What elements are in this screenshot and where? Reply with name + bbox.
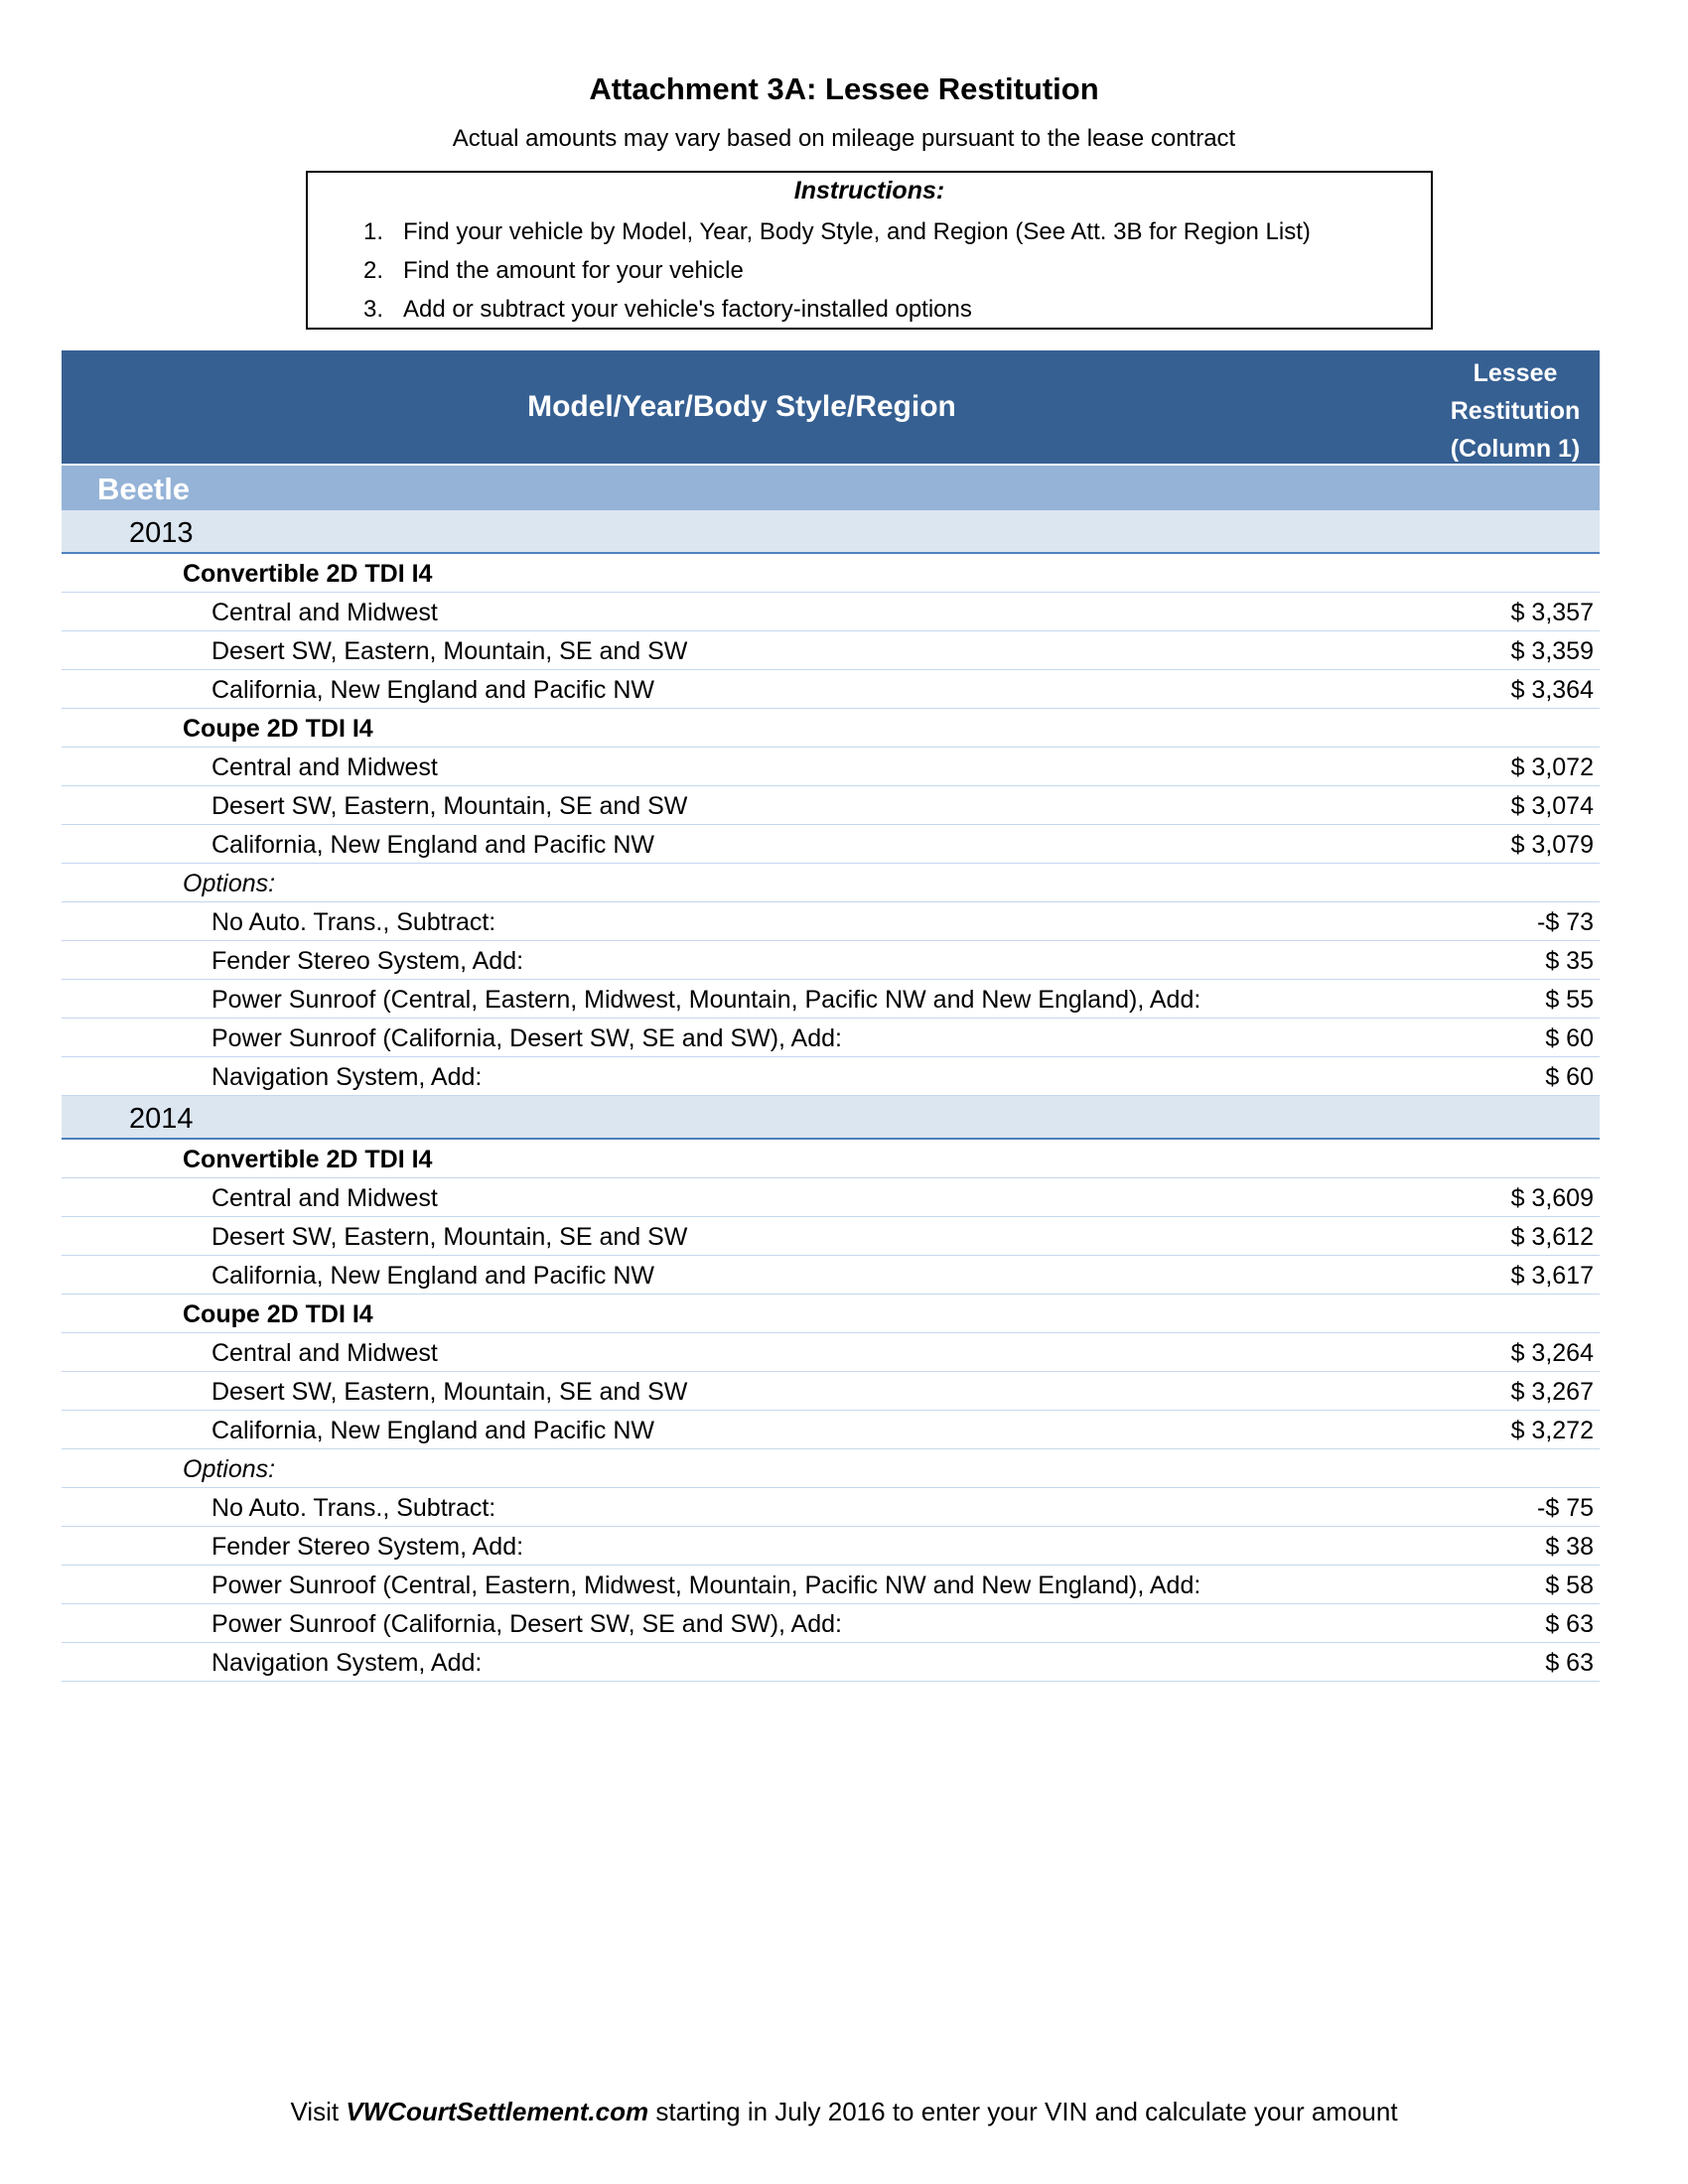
table-row bbox=[62, 748, 1600, 786]
header-lessee-restitution bbox=[1431, 354, 1600, 468]
row-amount: $ 3,617 bbox=[1510, 1262, 1594, 1290]
row-amount: $ 3,264 bbox=[1510, 1339, 1594, 1367]
year-row: 2013 bbox=[62, 510, 1600, 554]
row-amount: $ 3,609 bbox=[1510, 1184, 1594, 1212]
header-line: Restitution bbox=[1450, 397, 1581, 425]
instructions-list bbox=[363, 212, 1311, 329]
header-model-year: Model/Year/Body Style/Region bbox=[527, 390, 956, 423]
step-text: Add or subtract your vehicle's factory-installed options bbox=[403, 296, 972, 323]
row-label: No Auto. Trans., Subtract: bbox=[211, 908, 496, 936]
row-label: Desert SW, Eastern, Mountain, SE and SW bbox=[211, 1378, 688, 1406]
row-amount: $ 3,074 bbox=[1510, 792, 1594, 820]
row-label: Central and Midwest bbox=[211, 1184, 438, 1212]
row-label: Central and Midwest bbox=[211, 753, 438, 781]
instruction-step bbox=[363, 251, 1311, 290]
year-row: 2014 bbox=[62, 1096, 1600, 1140]
row-label: California, New England and Pacific NW bbox=[211, 1417, 655, 1444]
instructions-box bbox=[306, 171, 1433, 330]
table-row bbox=[62, 902, 1600, 941]
instructions-heading: Instructions: bbox=[793, 177, 945, 205]
row-label: Navigation System, Add: bbox=[211, 1063, 483, 1091]
table-row bbox=[62, 1256, 1600, 1295]
row-amount: $ 3,079 bbox=[1510, 831, 1594, 859]
row-amount: $ 3,612 bbox=[1510, 1223, 1594, 1251]
row-label: Desert SW, Eastern, Mountain, SE and SW bbox=[211, 1223, 688, 1251]
table-row bbox=[62, 1643, 1600, 1682]
model-row: Beetle bbox=[62, 466, 1600, 510]
settlement-link[interactable]: VWCourtSettlement.com bbox=[346, 2097, 649, 2126]
body-style-label: Convertible 2D TDI I4 bbox=[183, 1146, 433, 1173]
row-amount: -$ 75 bbox=[1537, 1494, 1594, 1522]
options-row bbox=[62, 864, 1600, 902]
table-row bbox=[62, 941, 1600, 980]
instruction-step bbox=[363, 290, 1311, 329]
row-amount: $ 58 bbox=[1545, 1571, 1594, 1599]
table-row bbox=[62, 786, 1600, 825]
row-label: Power Sunroof (Central, Eastern, Midwest, Mountain, Pacific NW and New England), Add: bbox=[211, 986, 1201, 1014]
row-amount: $ 63 bbox=[1545, 1649, 1594, 1677]
table-row bbox=[62, 1527, 1600, 1566]
table-row bbox=[62, 1178, 1600, 1217]
table-header bbox=[62, 350, 1600, 466]
options-label: Options: bbox=[183, 1455, 276, 1483]
row-amount: $ 3,357 bbox=[1510, 599, 1594, 626]
row-label: California, New England and Pacific NW bbox=[211, 1262, 655, 1290]
body-style-label: Coupe 2D TDI I4 bbox=[183, 715, 373, 743]
body-style-row bbox=[62, 554, 1600, 593]
row-amount: $ 3,072 bbox=[1510, 753, 1594, 781]
table-row bbox=[62, 1604, 1600, 1643]
step-number: 2. bbox=[363, 257, 384, 284]
header-line: (Column 1) bbox=[1450, 435, 1581, 463]
body-style-label: Coupe 2D TDI I4 bbox=[183, 1300, 373, 1328]
row-label: Fender Stereo System, Add: bbox=[211, 1533, 524, 1561]
header-line: Lessee bbox=[1473, 359, 1558, 387]
row-label: California, New England and Pacific NW bbox=[211, 831, 655, 859]
table-row bbox=[62, 1488, 1600, 1527]
row-amount: -$ 73 bbox=[1537, 908, 1594, 936]
row-label: Power Sunroof (California, Desert SW, SE and SW), Add: bbox=[211, 1024, 842, 1052]
page-subtitle: Actual amounts may vary based on mileage pursuant to the lease contract bbox=[452, 125, 1236, 152]
row-label: Power Sunroof (Central, Eastern, Midwest, Mountain, Pacific NW and New England), Add: bbox=[211, 1571, 1201, 1599]
table-row bbox=[62, 1333, 1600, 1372]
table-row bbox=[62, 670, 1600, 709]
body-style-row bbox=[62, 709, 1600, 748]
footer-prefix: Visit bbox=[290, 2097, 347, 2126]
row-amount: $ 60 bbox=[1545, 1063, 1594, 1091]
body-style-label: Convertible 2D TDI I4 bbox=[183, 560, 433, 588]
row-label: Central and Midwest bbox=[211, 599, 438, 626]
row-amount: $ 35 bbox=[1545, 947, 1594, 975]
row-label: Desert SW, Eastern, Mountain, SE and SW bbox=[211, 792, 688, 820]
row-label: Navigation System, Add: bbox=[211, 1649, 483, 1677]
footer-note bbox=[0, 2097, 1688, 2127]
row-amount: $ 3,272 bbox=[1510, 1417, 1594, 1444]
step-text: Find the amount for your vehicle bbox=[403, 257, 744, 284]
options-label: Options: bbox=[183, 870, 276, 897]
row-amount: $ 38 bbox=[1545, 1533, 1594, 1561]
page-title: Attachment 3A: Lessee Restitution bbox=[589, 71, 1099, 106]
table-row bbox=[62, 1411, 1600, 1449]
restitution-table bbox=[62, 350, 1600, 1682]
body-style-row bbox=[62, 1295, 1600, 1333]
row-label: Central and Midwest bbox=[211, 1339, 438, 1367]
row-amount: $ 3,364 bbox=[1510, 676, 1594, 704]
table-row bbox=[62, 825, 1600, 864]
body-style-row bbox=[62, 1140, 1600, 1178]
table-row bbox=[62, 593, 1600, 631]
table-body bbox=[62, 510, 1600, 1682]
step-text: Find your vehicle by Model, Year, Body Style, and Region (See Att. 3B for Region List) bbox=[403, 218, 1311, 245]
row-amount: $ 3,359 bbox=[1510, 637, 1594, 665]
footer-suffix: starting in July 2016 to enter your VIN and calculate your amount bbox=[648, 2097, 1398, 2126]
row-label: California, New England and Pacific NW bbox=[211, 676, 655, 704]
row-amount: $ 55 bbox=[1545, 986, 1594, 1014]
row-amount: $ 63 bbox=[1545, 1610, 1594, 1638]
row-label: Desert SW, Eastern, Mountain, SE and SW bbox=[211, 637, 688, 665]
table-row bbox=[62, 1057, 1600, 1096]
options-row bbox=[62, 1449, 1600, 1488]
table-row bbox=[62, 1566, 1600, 1604]
table-row bbox=[62, 1217, 1600, 1256]
step-number: 3. bbox=[363, 296, 384, 323]
row-amount: $ 3,267 bbox=[1510, 1378, 1594, 1406]
instruction-step bbox=[363, 212, 1311, 251]
step-number: 1. bbox=[363, 218, 384, 245]
row-label: Fender Stereo System, Add: bbox=[211, 947, 524, 975]
table-row bbox=[62, 980, 1600, 1019]
row-label: No Auto. Trans., Subtract: bbox=[211, 1494, 496, 1522]
row-label: Power Sunroof (California, Desert SW, SE and SW), Add: bbox=[211, 1610, 842, 1638]
table-row bbox=[62, 631, 1600, 670]
table-row bbox=[62, 1019, 1600, 1057]
row-amount: $ 60 bbox=[1545, 1024, 1594, 1052]
table-row bbox=[62, 1372, 1600, 1411]
